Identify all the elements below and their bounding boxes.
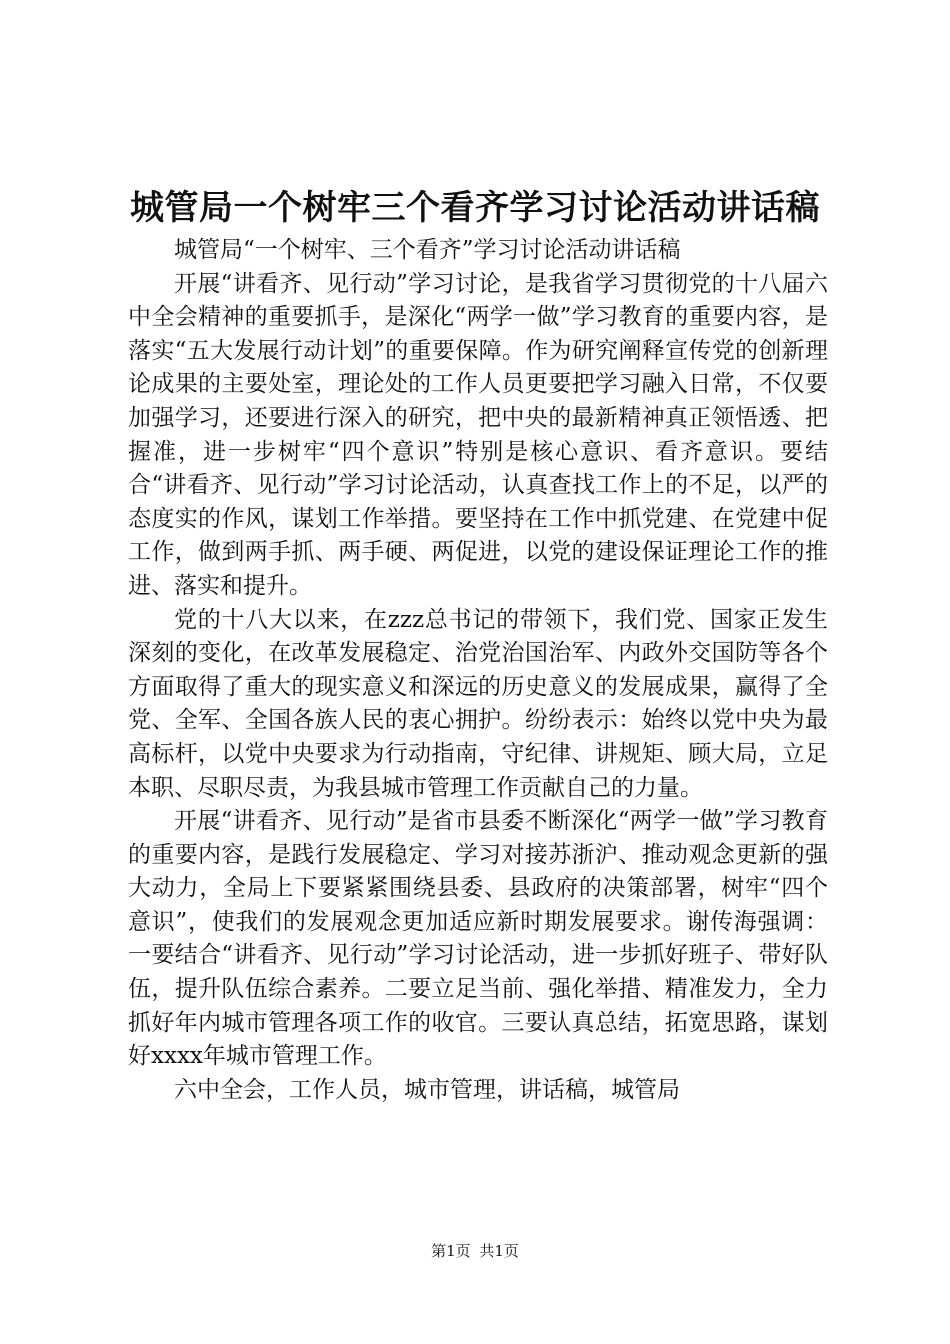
page-total: 共1页 [479,1242,519,1260]
body-paragraph: 开展“讲看齐、见行动”是省市县委不断深化“两学一做”学习教育的重要内容，是践行发展稳定、学习对接苏浙沪、推动观念更新的强大动力，全局上下要紧紧围绕县委、县政府的决策部署，树牢“四个意识”，使我们的发展观念更加适应新时期发展要求。谢传海强调：一要结合“讲看齐、见行动”学习讨论活动，进一步抓好班子、带好队伍，提升队伍综合素养。二要立足当前、强化举措、精准发力，全力抓好年内城市管理各项工作的收官。三要认真总结，拓宽思路，谋划好xxxx年城市管理工作。 [128,808,828,1070]
page-footer [0,1241,950,1261]
keywords-paragraph: 六中全会，工作人员，城市管理，讲话稿，城管局 [174,1076,680,1103]
document-body [128,234,828,1107]
body-paragraph: 开展“讲看齐、见行动”学习讨论，是我省学习贯彻党的十八届六中全会精神的重要抓手，是深化“两学一做”学习教育的重要内容，是落实“五大发展行动计划”的重要保障。作为研究阐释宣传党的创新理论成果的主要处室，理论处的工作人员更要把学习融入日常，不仅要加强学习，还要进行深入的研究，把中央的最新精神真正领悟透、把握准，进一步树牢“四个意识”特别是核心意识、看齐意识。要结合“讲看齐、见行动”学习讨论活动，认真查找工作上的不足，以严的态度实的作风，谋划工作举措。要坚持在工作中抓党建、在党建中促工作，做到两手抓、两手硬、两促进，以党的建设保证理论工作的推进、落实和提升。 [128,270,828,599]
subtitle-paragraph: 城管局“一个树牢、三个看齐”学习讨论活动讲话稿 [174,237,681,263]
body-paragraph: 党的十八大以来，在zzz总书记的带领下，我们党、国家正发生深刻的变化，在改革发展稳定、治党治国治军、内政外交国防等各个方面取得了重大的现实意义和深远的历史意义的发展成果，赢得了全党、全军、全国各族人民的衷心拥护。纷纷表示：始终以党中央为最高标杆，以党中央要求为行动指南，守纪律、讲规矩、顾大局，立足本职、尽职尽责，为我县城市管理工作贡献自己的力量。 [128,606,828,801]
page-number: 第1页 [431,1242,471,1260]
document-title: 城管局一个树牢三个看齐学习讨论活动讲话稿 [130,188,820,228]
